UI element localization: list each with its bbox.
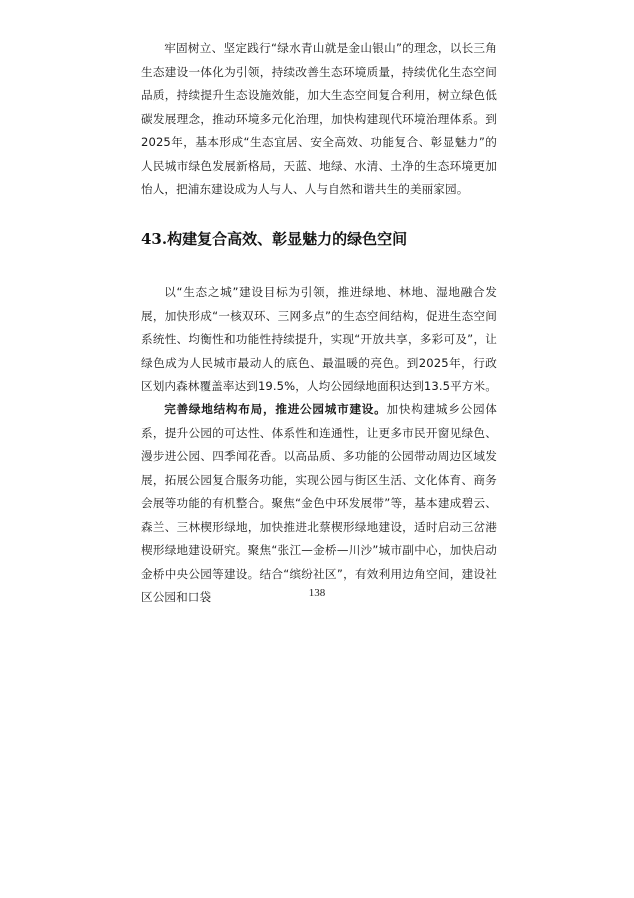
paragraph-lead-bold: 完善绿地结构布局，推进公园城市建设。 [164, 402, 387, 416]
section-title: 构建复合高效、彰显魅力的绿色空间 [167, 230, 408, 248]
body-paragraph-green-space: 以“生态之城”建设目标为引领，推进绿地、林地、湿地融合发展，加快形成“一核双环、三网多点”的生态空间结构，促进生态空间系统性、均衡性和功能性持续提升，实现“开放共享，多彩可及”，让绿色成为人民城市最动人的底色、最温暖的亮色。到2025年，行政区划内森林覆盖率达到19.5%，人均公园绿地面积达到13.5平方米。 [141, 285, 497, 393]
paragraph-body-text: 加快构建城乡公园体系，提升公园的可达性、体系性和连通性，让更多市民开窗见绿色、漫步进公园、四季闻花香。以高品质、多功能的公园带动周边区域发展，拓展公园复合服务功能，实现公园与街区生活、文化体育、商务会展等功能的有机整合。聚焦“金色中环发展带”等，基本建成碧云、森兰、三林楔形绿地，加快推进北蔡楔形绿地建设，适时启动三岔港楔形绿地建设研究。聚焦“张江—金桥—川沙”城市副中心，加快启动金桥中央公园等建设。结合“缤纷社区”，有效利用边角空间，建设社区公园和口袋 [141, 402, 497, 604]
page-number: 138 [308, 587, 326, 599]
section-heading [141, 228, 497, 250]
body-paragraph-park-city [141, 398, 497, 610]
section-number: 43. [141, 230, 168, 248]
body-paragraph-intro: 牢固树立、坚定践行“绿水青山就是金山银山”的理念，以长三角生态建设一体化为引领，持续改善生态环境质量，持续优化生态空间品质，持续提升生态设施效能，加大生态空间复合利用，树立绿色低碳发展理念，推动环境多元化治理，加快构建现代环境治理体系。到2025年，基本形成“生态宜居、安全高效、功能复合、彰显魅力”的人民城市绿色发展新格局，天蓝、地绿、水清、土净的生态环境更加怡人，把浦东建设成为人与人、人与自然和谐共生的美丽家园。 [141, 41, 497, 196]
